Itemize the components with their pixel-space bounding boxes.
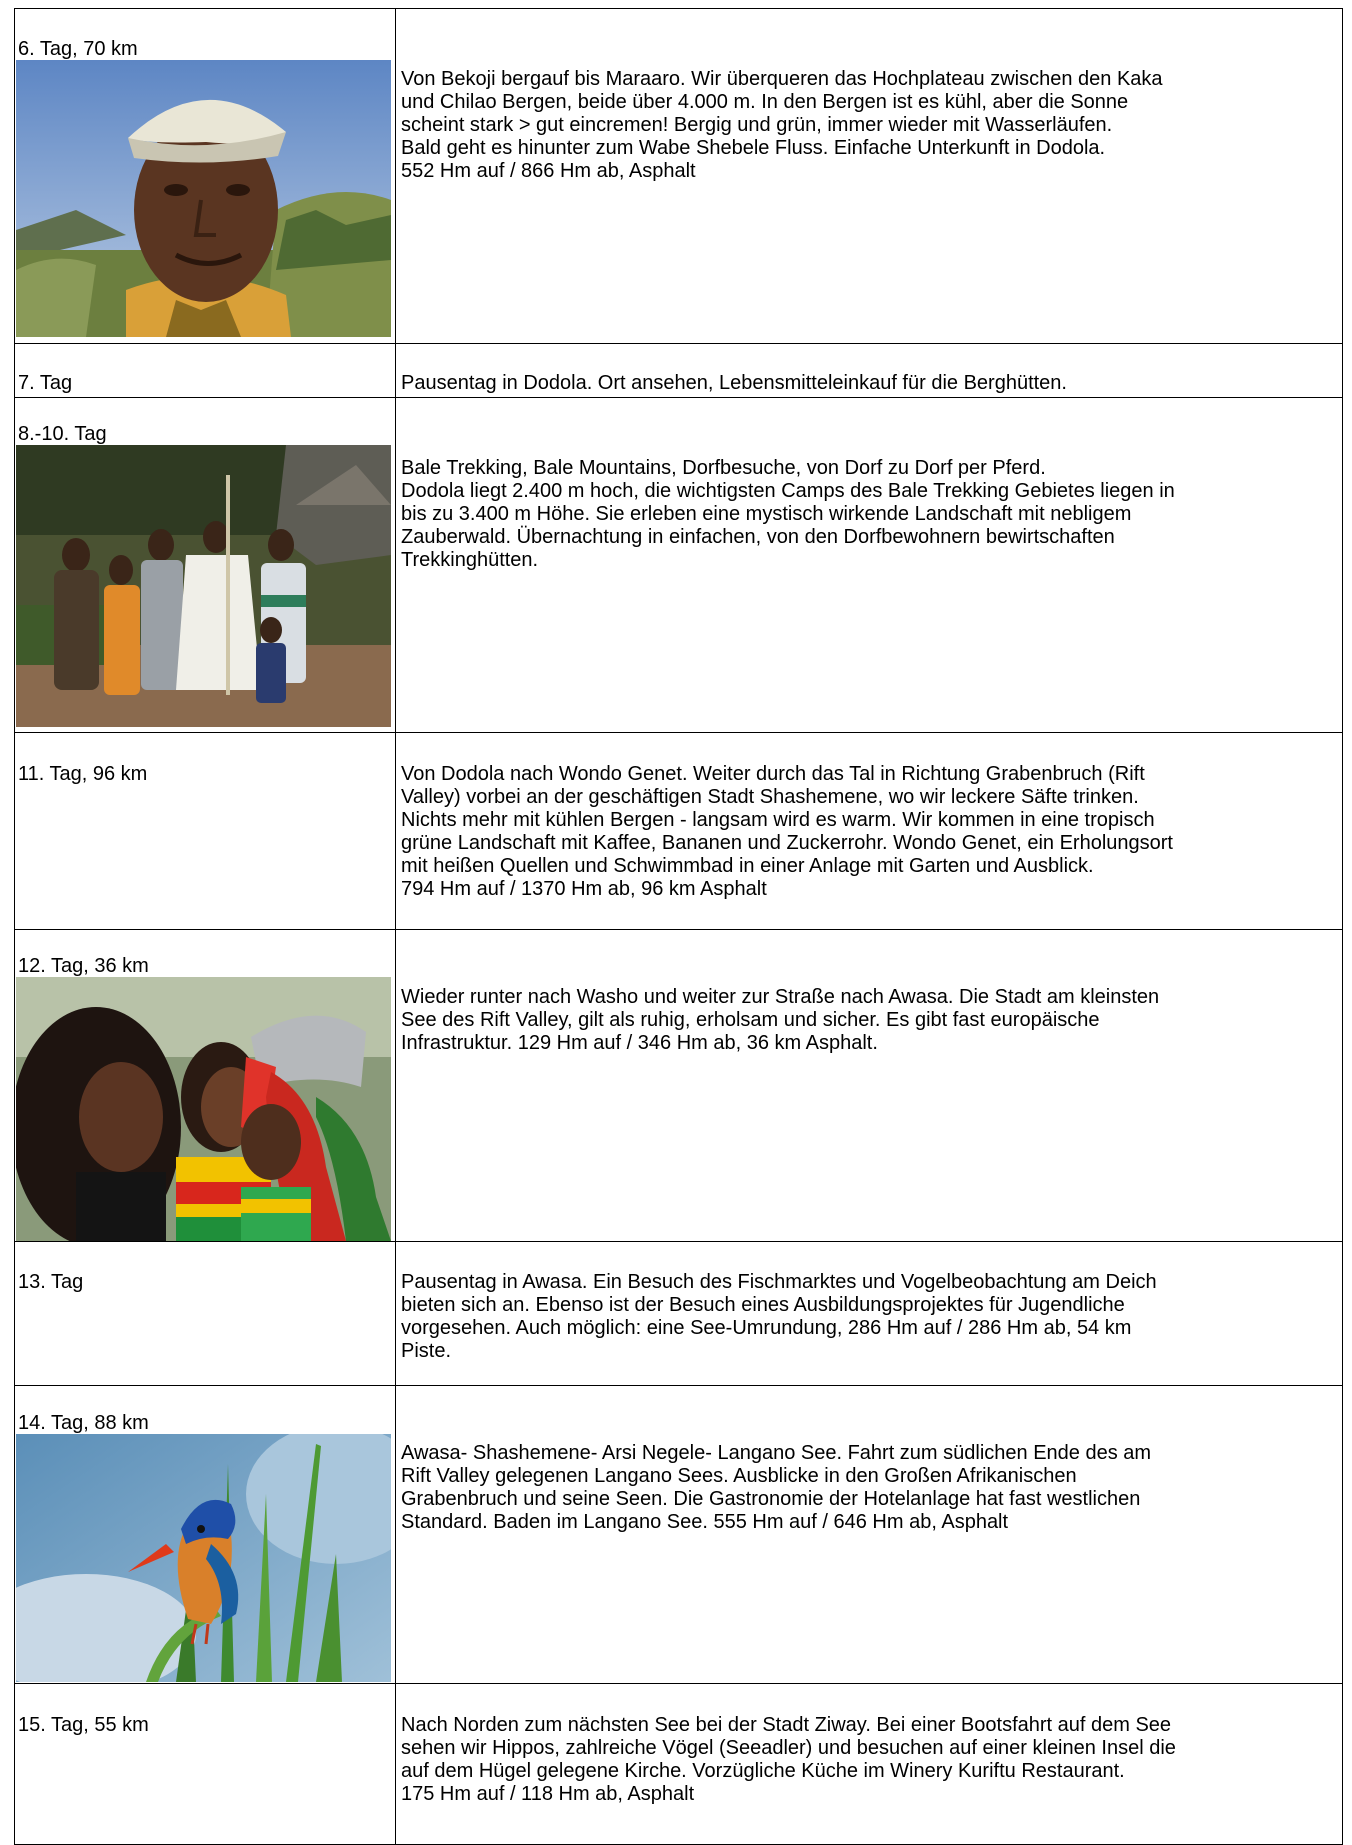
description-line: Grabenbruch und seine Seen. Die Gastronomie der Hotelanlage hat fast westlichen	[401, 1488, 1141, 1510]
description-line: Infrastruktur. 129 Hm auf / 346 Hm ab, 36 km Asphalt.	[401, 1032, 878, 1054]
day-description	[396, 1242, 1342, 1363]
description-cell	[396, 1386, 1343, 1684]
day-cell	[15, 344, 396, 398]
day-cell	[15, 1684, 396, 1845]
itinerary-table	[14, 8, 1343, 1845]
description-line: Rift Valley gelegenen Langano Sees. Ausblicke in den Großen Afrikanischen	[401, 1465, 1077, 1487]
day-cell	[15, 9, 396, 344]
description-line: Bald geht es hinunter zum Wabe Shebele Fluss. Einfache Unterkunft in Dodola.	[401, 137, 1106, 159]
day-label: 11. Tag, 96 km	[18, 763, 148, 785]
day-description	[396, 9, 1342, 183]
day-photo-man-portrait	[16, 60, 391, 337]
description-line: Nach Norden zum nächsten See bei der Stadt Ziway. Bei einer Bootsfahrt auf dem See	[401, 1714, 1172, 1736]
description-line: 175 Hm auf / 118 Hm ab, Asphalt	[401, 1783, 695, 1805]
description-line: Standard. Baden im Langano See. 555 Hm auf / 646 Hm ab, Asphalt	[401, 1511, 1009, 1533]
description-line: See des Rift Valley, gilt als ruhig, erholsam und sicher. Es gibt fast europäische	[401, 1009, 1100, 1031]
description-cell	[396, 733, 1343, 930]
description-cell	[396, 9, 1343, 344]
day-description	[396, 733, 1342, 901]
day-photo-kingfisher	[16, 1434, 391, 1682]
description-line: Zauberwald. Übernachtung in einfachen, von den Dorfbewohnern bewirtschaften	[401, 526, 1115, 548]
day-label: 15. Tag, 55 km	[18, 1714, 149, 1736]
day-label: 13. Tag	[18, 1271, 84, 1293]
day-label: 8.-10. Tag	[18, 423, 107, 445]
day-label: 14. Tag, 88 km	[18, 1412, 149, 1434]
description-cell	[396, 398, 1343, 733]
description-line: Trekkinghütten.	[401, 549, 539, 571]
day-description	[396, 930, 1342, 1055]
day-photo-village-group	[16, 445, 391, 727]
description-line: scheint stark > gut eincremen! Bergig und grün, immer wieder mit Wasserläufen.	[401, 114, 1113, 136]
description-cell	[396, 1242, 1343, 1386]
description-line: 794 Hm auf / 1370 Hm ab, 96 km Asphalt	[401, 878, 767, 900]
day-description	[396, 1386, 1342, 1534]
description-cell	[396, 930, 1343, 1242]
description-line: Von Dodola nach Wondo Genet. Weiter durch das Tal in Richtung Grabenbruch (Rift	[401, 763, 1145, 785]
description-cell	[396, 344, 1343, 398]
table-row	[15, 398, 1343, 733]
description-line: auf dem Hügel gelegene Kirche. Vorzügliche Küche im Winery Kuriftu Restaurant.	[401, 1760, 1125, 1782]
day-description	[396, 1684, 1342, 1806]
description-line: mit heißen Quellen und Schwimmbad in einer Anlage mit Garten und Ausblick.	[401, 855, 1094, 877]
description-line: Bale Trekking, Bale Mountains, Dorfbesuche, von Dorf zu Dorf per Pferd.	[401, 457, 1046, 479]
day-description	[396, 344, 1342, 395]
description-line: Pausentag in Awasa. Ein Besuch des Fischmarktes und Vogelbeobachtung am Deich	[401, 1271, 1157, 1293]
description-line: Awasa- Shashemene- Arsi Negele- Langano See. Fahrt zum südlichen Ende des am	[401, 1442, 1152, 1464]
table-row	[15, 9, 1343, 344]
description-line: sehen wir Hippos, zahlreiche Vögel (Seeadler) und besuchen auf einer kleinen Insel die	[401, 1737, 1176, 1759]
description-line: bis zu 3.400 m Höhe. Sie erleben eine mystisch wirkende Landschaft mit nebligem	[401, 503, 1132, 525]
day-cell	[15, 733, 396, 930]
description-line: Piste.	[401, 1340, 452, 1362]
description-line: Nichts mehr mit kühlen Bergen - langsam wird es warm. Wir kommen in eine tropisch	[401, 809, 1155, 831]
description-line: Valley) vorbei an der geschäftigen Stadt Shashemene, wo wir leckere Säfte trinken.	[401, 786, 1139, 808]
description-line: bieten sich an. Ebenso ist der Besuch eines Ausbildungsprojektes für Jugendliche	[401, 1294, 1125, 1316]
description-line: 552 Hm auf / 866 Hm ab, Asphalt	[401, 160, 696, 182]
description-line: und Chilao Bergen, beide über 4.000 m. In den Bergen ist es kühl, aber die Sonne	[401, 91, 1129, 113]
day-description	[396, 398, 1342, 572]
table-row	[15, 930, 1343, 1242]
description-line: grüne Landschaft mit Kaffee, Bananen und Zuckerrohr. Wondo Genet, ein Erholungsort	[401, 832, 1173, 854]
description-line: Von Bekoji bergauf bis Maraaro. Wir überqueren das Hochplateau zwischen den Kaka	[401, 68, 1163, 90]
day-label: 12. Tag, 36 km	[18, 955, 149, 977]
table-row	[15, 1386, 1343, 1684]
description-line: Pausentag in Dodola. Ort ansehen, Lebensmitteleinkauf für die Berghütten.	[401, 372, 1067, 394]
description-cell	[396, 1684, 1343, 1845]
day-photo-fans	[16, 977, 391, 1241]
day-cell	[15, 930, 396, 1242]
table-row	[15, 733, 1343, 930]
day-cell	[15, 398, 396, 733]
table-row	[15, 1242, 1343, 1386]
description-line: Dodola liegt 2.400 m hoch, die wichtigsten Camps des Bale Trekking Gebietes liegen in	[401, 480, 1175, 502]
day-label: 6. Tag, 70 km	[18, 38, 138, 60]
description-line: Wieder runter nach Washo und weiter zur Straße nach Awasa. Die Stadt am kleinsten	[401, 986, 1160, 1008]
day-label: 7. Tag	[18, 372, 73, 394]
description-line: vorgesehen. Auch möglich: eine See-Umrundung, 286 Hm auf / 286 Hm ab, 54 km	[401, 1317, 1132, 1339]
day-cell	[15, 1386, 396, 1684]
table-row	[15, 344, 1343, 398]
table-row	[15, 1684, 1343, 1845]
day-cell	[15, 1242, 396, 1386]
